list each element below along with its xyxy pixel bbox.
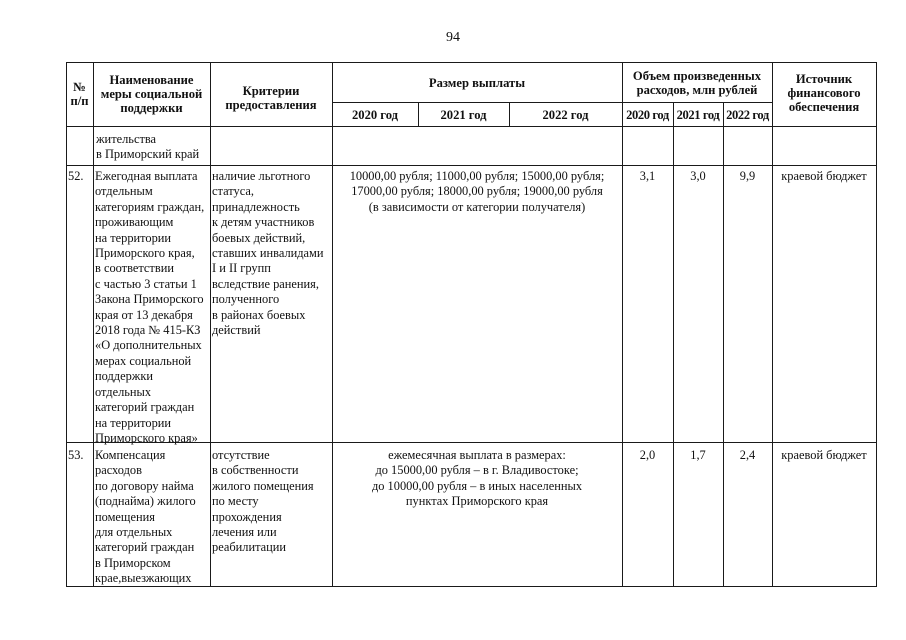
- header-year-2020: 2020 год: [351, 108, 399, 122]
- row-52-exp-2022: 9,9: [739, 169, 756, 183]
- row-52-payment: 10000,00 рубля; 11000,00 рубля; 15000,00 рубля; 17000,00 рубля; 18000,00 рубля; 19000,00 рубля (в зависимости от категории получателя): [349, 169, 605, 214]
- row-52-funding-source: краевой бюджет: [781, 169, 867, 183]
- header-year-2022: 2022 год: [542, 108, 589, 122]
- row-53-exp-2020: 2,0: [639, 448, 656, 462]
- row-53-number: 53.: [68, 448, 84, 462]
- header-exp-2022: 2022 год: [726, 108, 769, 122]
- header-exp-2021: 2021 год: [676, 108, 720, 122]
- header-num: № п/п: [70, 80, 89, 108]
- page-number: 94: [446, 30, 460, 45]
- row-53-exp-2021: 1,7: [690, 448, 706, 462]
- row-52-number: 52.: [68, 169, 84, 183]
- header-funding-source: Источник финансового обеспечения: [787, 72, 861, 114]
- header-exp-2020: 2020 год: [626, 108, 669, 122]
- header-payment-size: Размер выплаты: [428, 76, 526, 90]
- row-52-measure-name: Ежегодная выплата отдельным категориям граждан, проживающим на территории Приморского края, в соответствии с частью 3 статьи 1 Закона Приморского края от 13 декабря 2018 года № 415-КЗ «О дополнительных мерах социальной поддержки отдельных категорий граждан на территории Приморского края»: [95, 169, 205, 445]
- row-52-criteria: наличие льготного статуса, принадлежность к детям участников боевых действий, ставших инвалидами I и II групп вследствие ранения, полученного в районах боевых действий: [212, 169, 324, 338]
- row-52-exp-2020: 3,1: [639, 169, 656, 183]
- row-52-exp-2021: 3,0: [690, 169, 706, 183]
- row-53-measure-name: Компенсация расходов по договору найма (поднайма) жилого помещения для отдельных категорий граждан в Приморском крае,выезжающих: [95, 448, 196, 586]
- row-continuation-name: жительства в Приморский край: [96, 132, 200, 162]
- header-measure-name: Наименование меры социальной поддержки: [100, 73, 203, 115]
- row-53-criteria: отсутствие в собственности жилого помещения по месту прохождения лечения или реабилитации: [212, 448, 314, 555]
- row-53-exp-2022: 2,4: [739, 448, 756, 462]
- header-year-2021: 2021 год: [440, 108, 487, 122]
- header-expenditure: Объем произведенных расходов, млн рублей: [632, 69, 762, 97]
- row-53-payment: ежемесячная выплата в размерах: до 15000,00 рубля – в г. Владивостоке; до 10000,00 рубля – в иных населенных пунктах Приморского края: [371, 448, 583, 509]
- header-criteria: Критерии предоставления: [225, 84, 317, 112]
- row-53-funding-source: краевой бюджет: [781, 448, 867, 462]
